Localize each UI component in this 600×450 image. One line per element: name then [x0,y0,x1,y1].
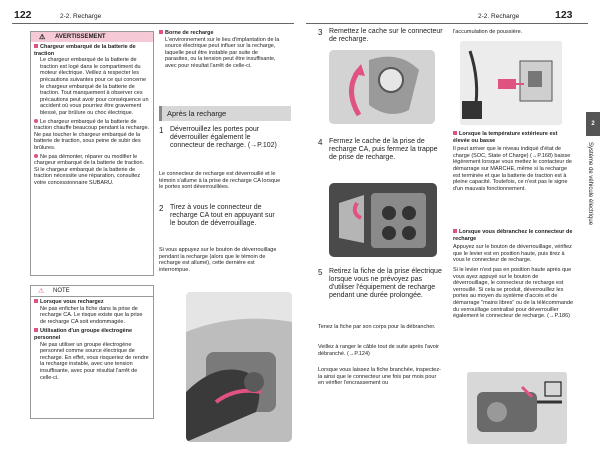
step-2-note: Si vous appuyez sur le bouton de déverrouillage pendant la recharge (alors que le témoin de recharge est allumé), cette dernière est interrompue. [159,247,277,273]
square-bullet-icon [159,30,163,34]
photo-illustration [329,50,435,124]
warning-title: AVERTISSEMENT [55,34,106,40]
step-1-note: Le connecteur de recharge est déverrouillé et le témoin s'allume à la prise de recharge CA lorsque le portes sont déverrouillées. [159,171,281,191]
unplug-heading: Lorsque vous débranchez le connecteur de recharge [453,229,573,242]
note-box [30,285,154,419]
square-bullet-icon [34,44,38,48]
left-page-number: 122 [14,9,32,21]
step-number: 3 [318,28,323,37]
step-2-text: Tirez à vous le connecteur de recharge CA tout en appuyant sur le bouton de déverrouillage. [170,204,275,227]
photo-illustration [467,372,567,444]
borne-block [159,30,281,70]
photo-close-flap [329,183,437,257]
col2-top-text: l'accumulation de poussière. [453,29,523,35]
note-warning-icon: ⚠ [38,288,45,295]
step-number: 5 [318,268,323,277]
square-bullet-icon [34,328,38,332]
warning-triangle-icon: ⚠ [39,34,46,41]
photo-illustration [329,183,437,257]
step-2 [159,204,281,228]
warning-item-text: Le chargeur embarqué de la batterie de traction est logé dans le compartiment du moteur électrique. Veillez à respecter les précautions suivantes pour ce qui concerne le chargeur embarqué de la batterie de traction. Tout manquement à observer ces précautions peut avoir pour conséquence un accident où vous pourriez être gravement blessé, par brûlure ou choc électrique. [40,57,149,116]
section-title-apres-recharge: Après la recharge [159,106,291,121]
para-tenez: Tenez la fiche par son corps pour la débrancher. [318,324,436,330]
right-section-title: 2-2. Recharge [478,13,520,20]
para-lorsque: Lorsque vous laissez la fiche branchée, inspectez-la ainsi que le connecteur une fois par mois pour en vérifier l'encrassement ou [318,367,441,387]
photo-unlock-button [467,372,567,444]
right-page-number: 123 [555,9,573,21]
borne-heading: Borne de recharge [159,30,281,37]
unplug-text-1: Appuyez sur le bouton de déverrouillage, vérifiez que le levier est en position haute, puis tirez à vous le connecteur de recharge. [453,244,572,264]
step-1 [159,126,281,150]
step-5-text: Retirez la fiche de la prise électrique lorsque vous ne prévoyez pas d'utiliser l'équipement de recharge pendant une durée prolongée. [329,268,442,299]
step-4-text: Fermez le cache de la prise de recharge CA, puis fermez la trappe de prise de recharge. [329,138,438,161]
photo-unplug-connector [186,292,292,442]
step-number: 4 [318,138,323,147]
right-header-rule [306,23,588,24]
chapter-tab: 2 [586,112,600,136]
step-4 [318,138,443,162]
photo-charger-outlet [460,41,562,125]
warning-bullet: Le chargeur embarqué de la batterie de traction chauffe beaucoup pendant la recharge. Ne pas toucher le chargeur embarqué de la batterie de traction, sous peine de subir des brûlures. [34,118,150,151]
para-veillez: Veillez à ranger le câble tout de suite après l'avoir débranché. (→P.124) [318,344,439,357]
round-bullet-icon [34,119,38,123]
left-section-title: 2-2. Recharge [60,13,102,20]
note-item-text: Ne pas utiliser un groupe électrogène personnel comme source électrique de recharge. En effet, vous risqueriez de rendre la recharge instable, avec une tension insuffisante, avec pour résultat l'arrêt de celle-ci. [40,341,149,381]
unplug-text-2: Si le levier n'est pas en position haute après que vous ayez appuyé sur le bouton de déverrouillage, le connecteur de recharge est verrouillé. Si cela se produit, déverrouillez les portes au moyen du système d'accès et de démarrage "mains libres" ou de la télécommande du verrouillage centralisé pour déverrouiller également le connecteur de recharge. (→P.186) [453,266,574,320]
unplug-block [453,229,575,320]
step-5 [318,268,443,300]
photo-illustration [186,292,292,442]
temp-heading: Lorsque la température extérieure est élevée ou basse [453,131,558,144]
borne-text: L'environnement sur le lieu d'implantation de la source électrique peut influer sur la recharge, laquelle peut être instable par suite de parasites, ou la tension peut être insuffisante, avec pour résultat l'arrêt de celle-ci. [165,36,280,69]
photo-illustration [460,41,562,125]
step-number: 1 [159,126,164,135]
step-1-text: Déverrouillez les portes pour déverrouiller également le connecteur de recharge. (→P.102) [170,126,277,149]
warning-item-heading: Chargeur embarqué de la batterie de traction [34,44,136,57]
note-title: NOTE [53,288,70,294]
square-bullet-icon [34,299,38,303]
step-3-text: Remettez le cache sur le connecteur de recharge. [329,28,443,43]
round-bullet-icon [34,154,38,158]
note-item-heading: Lorsque vous rechargez [34,299,150,306]
photo-connector-cap [329,50,435,124]
square-bullet-icon [453,131,457,135]
step-3 [318,28,443,44]
warning-box [30,31,154,276]
warning-bullet: Ne pas démonter, réparer ou modifier le chargeur embarqué de la batterie de traction. Si le chargeur embarqué de la batterie de traction nécessite une réparation, consultez votre concessionnaire SUBARU. [34,153,145,186]
chapter-side-title: Système de véhicule électrique [587,142,593,226]
note-item-heading: Utilisation d'un groupe électrogène personnel [34,328,133,341]
temp-block [453,131,575,192]
step-number: 2 [159,204,164,213]
note-item-text: Ne pas enficher la fiche dans la prise de recharge CA. Le risque existe que la prise de recharge CA soit endommagée. [40,305,143,325]
temp-text: Il peut arriver que le niveau indiqué d'état de charge (SOC, State of Charge) (→P.168) baisse légèrement lorsque vous mettez le contacteur de démarrage sur MARCHE, même si la recharge est terminée et que la batterie de traction est à pleine capacité. Toutefois, ce n'est pas le signe d'un mauvais fonctionnement. [453,146,572,192]
left-header-rule [12,23,294,24]
square-bullet-icon [453,229,457,233]
